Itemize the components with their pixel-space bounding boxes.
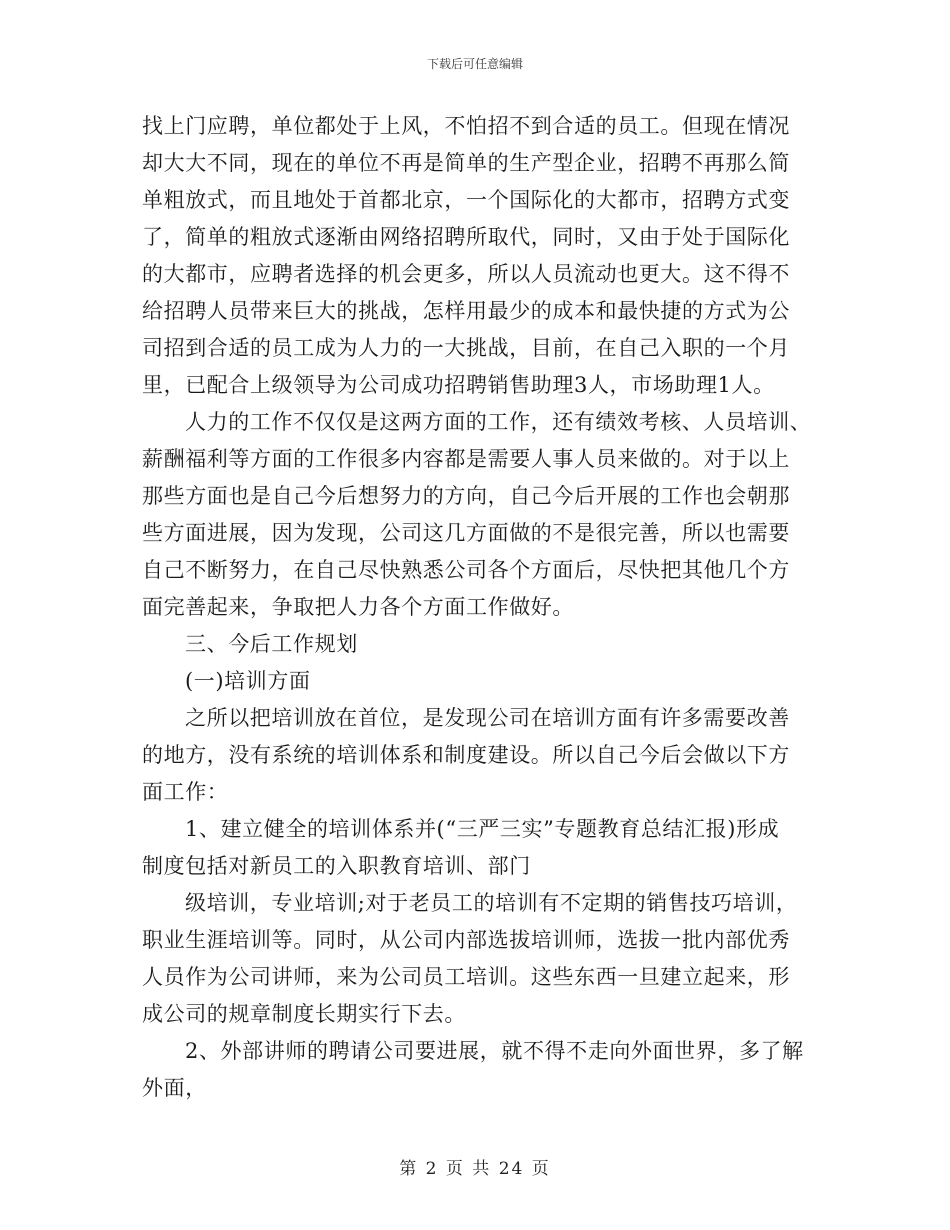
text-line: 外面， (142, 1076, 207, 1100)
text-line: 成公司的规章制度长期实行下去。 (142, 1002, 466, 1026)
text-line: 面完善起来，争取把人力各个方面工作做好。 (142, 595, 574, 619)
text-line: 单粗放式，而且地处于首都北京，一个国际化的大都市，招聘方式变 (142, 188, 790, 212)
text-line: 的地方，没有系统的培训体系和制度建设。所以自己今后会做以下方 (142, 743, 790, 767)
paragraph-start-line: 人力的工作不仅仅是这两方面的工作，还有绩效考核、人员培训、 (185, 410, 812, 434)
subsection-heading: (一)培训方面 (185, 669, 311, 693)
text-line: 找上门应聘，单位都处于上风，不怕招不到合适的员工。但现在情况 (142, 114, 790, 138)
text-line: 那些方面也是自己今后想努力的方向，自己今后开展的工作也会朝那 (142, 484, 790, 508)
text-line: 职业生涯培训等。同时，从公司内部选拔培训师，选拔一批内部优秀 (142, 928, 790, 952)
text-line: 人员作为公司讲师，来为公司员工培训。这些东西一旦建立起来，形 (142, 965, 790, 989)
list-item-line: 1、建立健全的培训体系并(“三严三实”专题教育总结汇报)形成 (185, 817, 780, 841)
text-line: 薪酬福利等方面的工作很多内容都是需要人事人员来做的。对于以上 (142, 447, 790, 471)
list-item-line: 2、外部讲师的聘请公司要进展，就不得不走向外面世界，多了解 (185, 1039, 804, 1063)
page-header: 下载后可任意编辑 (426, 57, 523, 71)
page-footer: 第 2 页 共 24 页 (399, 1159, 551, 1179)
text-line: 些方面进展，因为发现，公司这几方面做的不是很完善，所以也需要 (142, 521, 790, 545)
text-line: 却大大不同，现在的单位不再是简单的生产型企业，招聘不再那么简 (142, 151, 790, 175)
text-line: 面工作： (142, 780, 229, 804)
text-line: 了，简单的粗放式逐渐由网络招聘所取代，同时，又由于处于国际化 (142, 225, 790, 249)
text-line: 自己不断努力，在自己尽快熟悉公司各个方面后，尽快把其他几个方 (142, 558, 790, 582)
text-line: 司招到合适的员工成为人力的一大挑战，目前，在自己入职的一个月 (142, 336, 790, 360)
text-line: 给招聘人员带来巨大的挑战，怎样用最少的成本和最快捷的方式为公 (142, 299, 790, 323)
text-line: 里，已配合上级领导为公司成功招聘销售助理3人，市场助理1人。 (142, 373, 775, 397)
text-line: 制度包括对新员工的入职教育培训、部门 (142, 854, 531, 878)
document-body (142, 108, 818, 1107)
section-heading: 三、今后工作规划 (185, 632, 358, 656)
paragraph-start-line: 级培训，专业培训;对于老员工的培训有不定期的销售技巧培训， (185, 891, 798, 915)
paragraph-start-line: 之所以把培训放在首位，是发现公司在培训方面有许多需要改善 (185, 706, 790, 730)
text-line: 的大都市，应聘者选择的机会更多，所以人员流动也更大。这不得不 (142, 262, 790, 286)
